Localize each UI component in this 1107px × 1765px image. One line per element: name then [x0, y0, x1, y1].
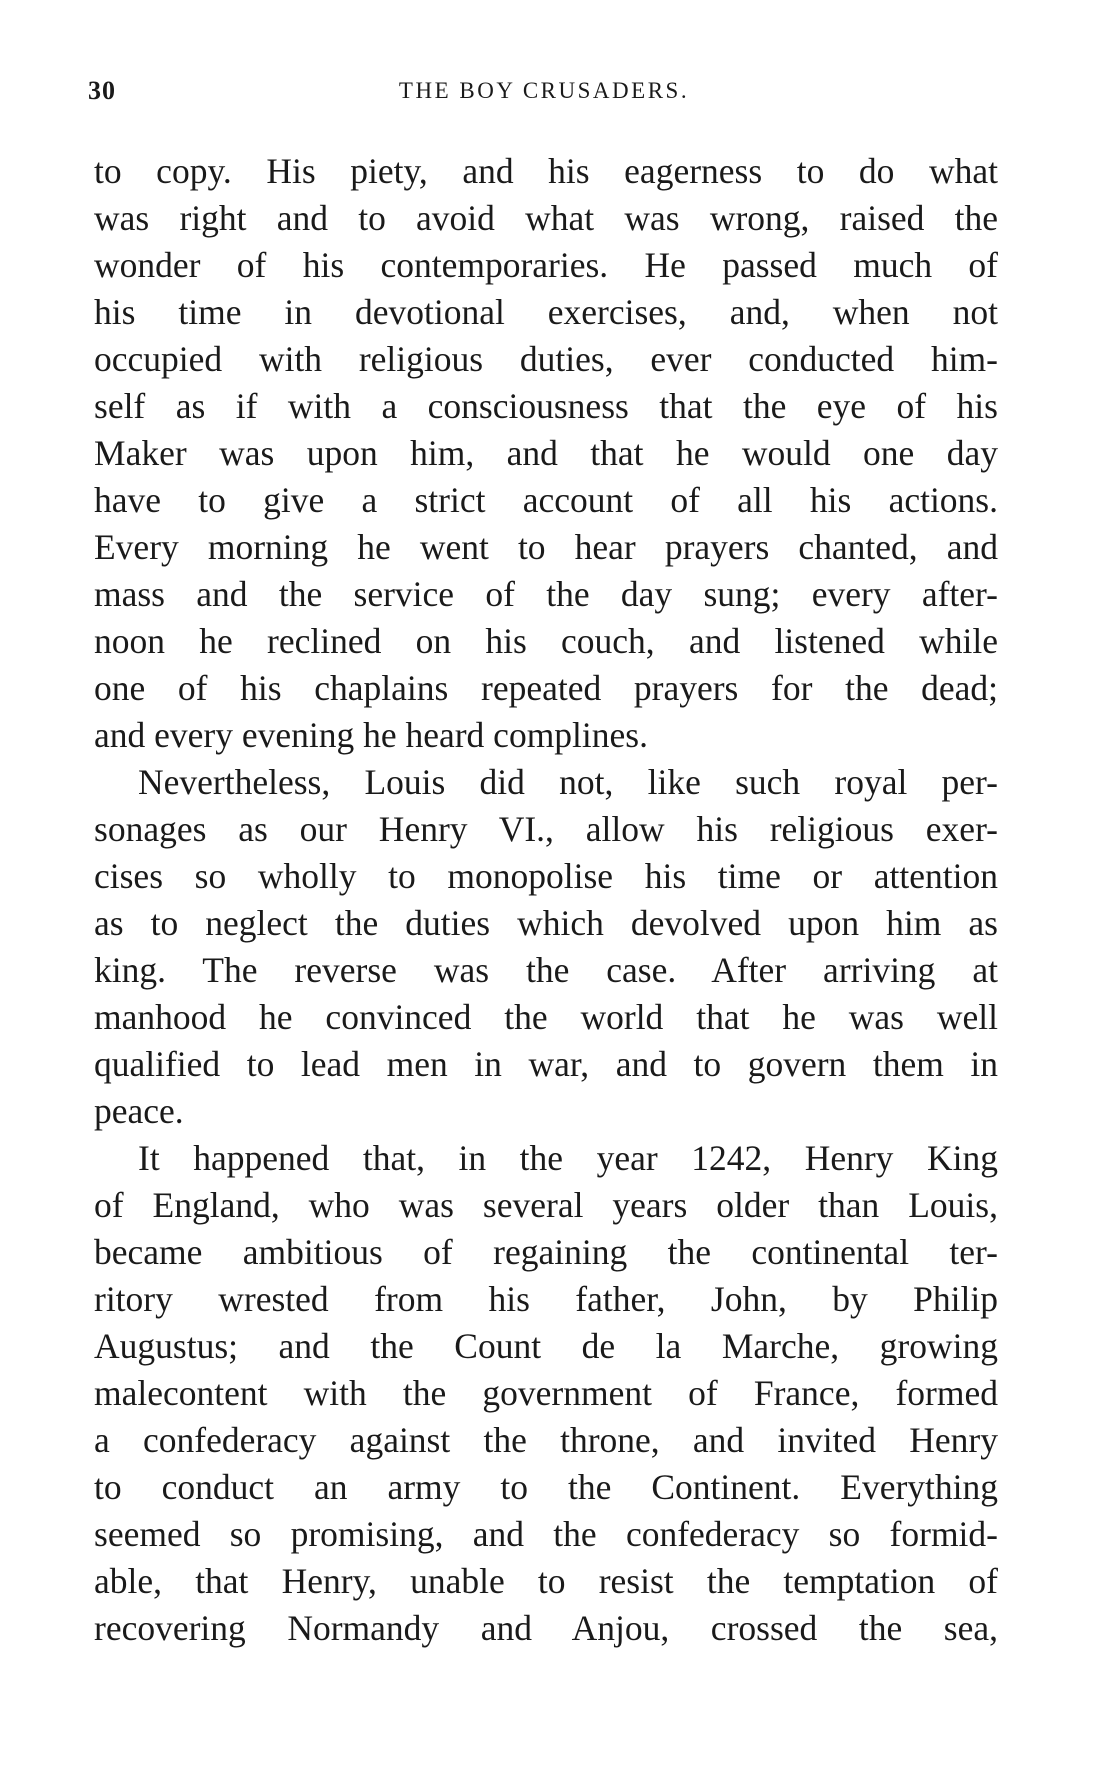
text-line: qualified to lead men in war, and to govern them in [94, 1044, 998, 1084]
text-line: Maker was upon him, and that he would one day [94, 433, 998, 473]
paragraph-1 [94, 148, 998, 759]
text-line: mass and the service of the day sung; every after- [94, 574, 998, 614]
page-number: 30 [88, 76, 116, 105]
page-header [88, 76, 1000, 116]
text-line: to copy. His piety, and his eagerness to do what [94, 151, 998, 191]
text-line: able, that Henry, unable to resist the temptation of [94, 1561, 998, 1601]
text-line: Nevertheless, Louis did not, like such royal per- [138, 762, 998, 802]
text-line: wonder of his contemporaries. He passed much of [94, 245, 998, 285]
text-line: as to neglect the duties which devolved upon him as [94, 903, 998, 943]
text-line: have to give a strict account of all his actions. [94, 480, 998, 520]
text-line: manhood he convinced the world that he was well [94, 997, 998, 1037]
body-text [94, 148, 998, 1652]
text-line: It happened that, in the year 1242, Henry King [138, 1138, 998, 1178]
text-line: seemed so promising, and the confederacy so formid- [94, 1514, 998, 1554]
text-line: noon he reclined on his couch, and listened while [94, 621, 998, 661]
text-line: his time in devotional exercises, and, when not [94, 292, 998, 332]
paragraph-3 [94, 1135, 998, 1652]
text-line: Augustus; and the Count de la Marche, growing [94, 1326, 998, 1366]
running-title: THE BOY CRUSADERS. [398, 78, 690, 103]
text-line: was right and to avoid what was wrong, raised the [94, 198, 998, 238]
text-line: became ambitious of regaining the continental ter- [94, 1232, 998, 1272]
text-line: recovering Normandy and Anjou, crossed the sea, [94, 1608, 998, 1648]
text-line: ritory wrested from his father, John, by Philip [94, 1279, 998, 1319]
text-line: cises so wholly to monopolise his time or attention [94, 856, 998, 896]
paragraph-2 [94, 759, 998, 1135]
text-line: one of his chaplains repeated prayers for the dead; [94, 668, 998, 708]
text-line: Every morning he went to hear prayers chanted, and [94, 527, 998, 567]
text-line: malecontent with the government of France, formed [94, 1373, 998, 1413]
text-line: of England, who was several years older than Louis, [94, 1185, 998, 1225]
text-line: and every evening he heard complines. [94, 715, 648, 755]
text-line: king. The reverse was the case. After arriving at [94, 950, 998, 990]
text-line: a confederacy against the throne, and invited Henry [94, 1420, 998, 1460]
text-line: to conduct an army to the Continent. Everything [94, 1467, 998, 1507]
text-line: self as if with a consciousness that the eye of his [94, 386, 998, 426]
text-line: sonages as our Henry VI., allow his religious exer- [94, 809, 998, 849]
text-line: occupied with religious duties, ever conducted him- [94, 339, 998, 379]
text-line: peace. [94, 1091, 184, 1131]
